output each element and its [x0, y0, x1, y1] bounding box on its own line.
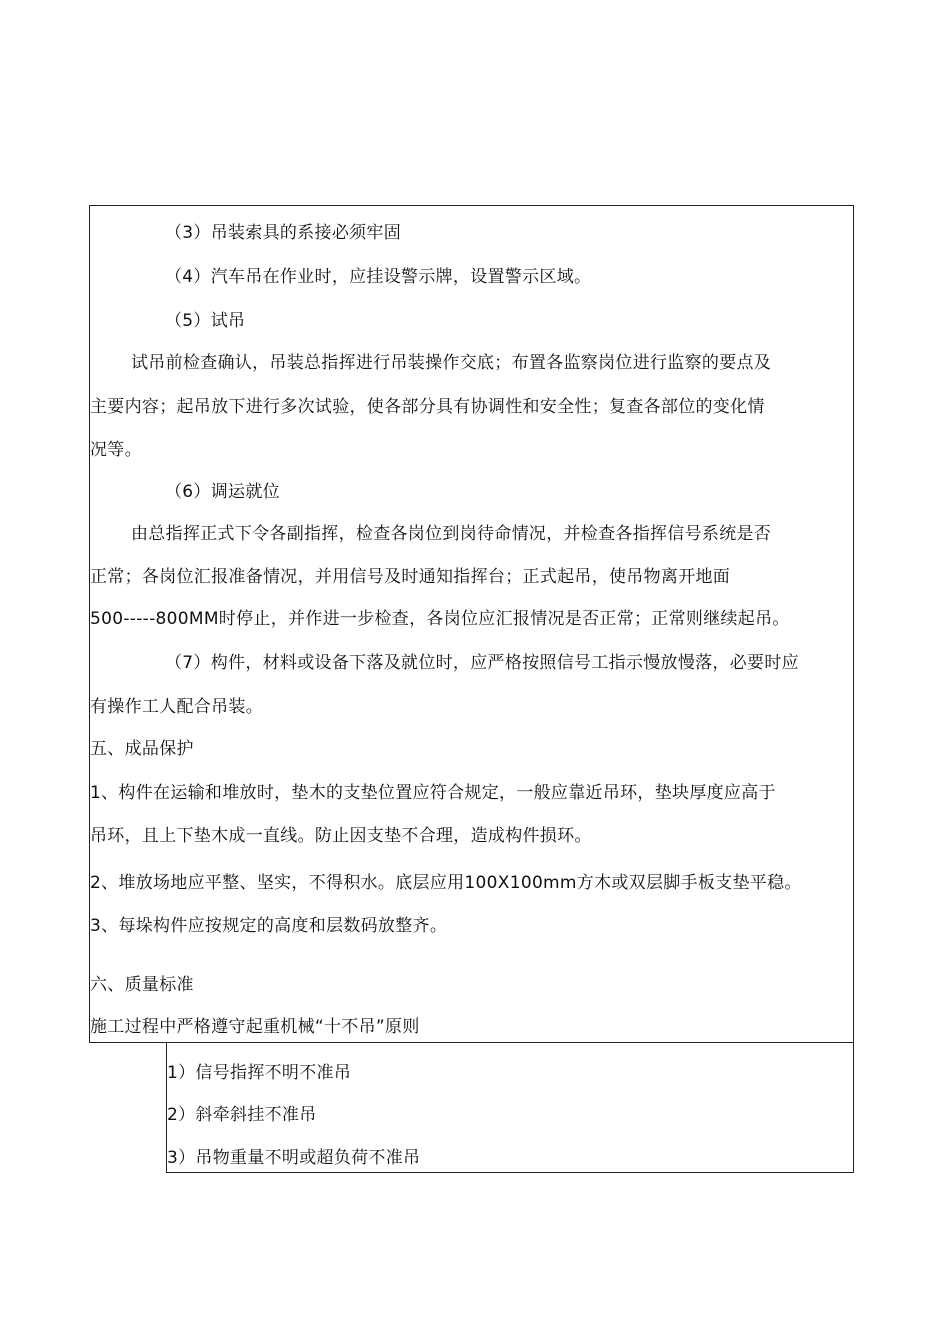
text-line: （4）汽车吊在作业时，应挂设警示牌，设置警示区域。: [165, 267, 592, 287]
section-heading: 五、成品保护: [90, 739, 194, 759]
text-line: 2、堆放场地应平整、坚实，不得积水。底层应用100X100mm方木或双层脚手板支垫平稳。: [90, 873, 802, 893]
text-line: 1、构件在运输和堆放时，垫木的支垫位置应符合规定，一般应靠近吊环，垫块厚度应高于: [90, 783, 776, 803]
list-item: 1）信号指挥不明不准吊: [167, 1063, 352, 1083]
text-line: 况等。: [90, 440, 142, 460]
text-line: （6）调运就位: [165, 482, 280, 502]
list-item: 3）吊物重量不明或超负荷不准吊: [167, 1148, 421, 1168]
text-line: 由总指挥正式下令各副指挥，检查各岗位到岗待命情况，并检查各指挥信号系统是否: [131, 524, 772, 544]
text-line: 施工过程中严格遵守起重机械“十不吊”原则: [90, 1017, 420, 1037]
text-line: （5）试吊: [165, 311, 246, 331]
text-line: （7）构件，材料或设备下落及就位时，应严格按照信号工指示慢放慢落，必要时应: [165, 653, 799, 673]
list-item: 2）斜牵斜挂不准吊: [167, 1105, 317, 1125]
text-line: 3、每垛构件应按规定的高度和层数码放整齐。: [90, 916, 448, 936]
text-line: 500-----800MM时停止，并作进一步检查，各岗位应汇报情况是否正常；正常则继续起吊。: [90, 609, 790, 629]
text-line: 吊环，且上下垫木成一直线。防止因支垫不合理，造成构件损环。: [90, 826, 592, 846]
text-line: 主要内容；起吊放下进行多次试验，使各部分具有协调性和安全性；复查各部位的变化情: [90, 397, 765, 417]
text-line: （3）吊装索具的系接必须牢固: [165, 223, 402, 243]
text-line: 试吊前检查确认，吊装总指挥进行吊装操作交底；布置各监察岗位进行监察的要点及: [131, 353, 772, 373]
text-line: 正常；各岗位汇报准备情况，并用信号及时通知指挥台；正式起吊，使吊物离开地面: [90, 567, 731, 587]
text-line: 有操作工人配合吊装。: [90, 697, 263, 717]
section-heading: 六、质量标准: [90, 975, 194, 995]
